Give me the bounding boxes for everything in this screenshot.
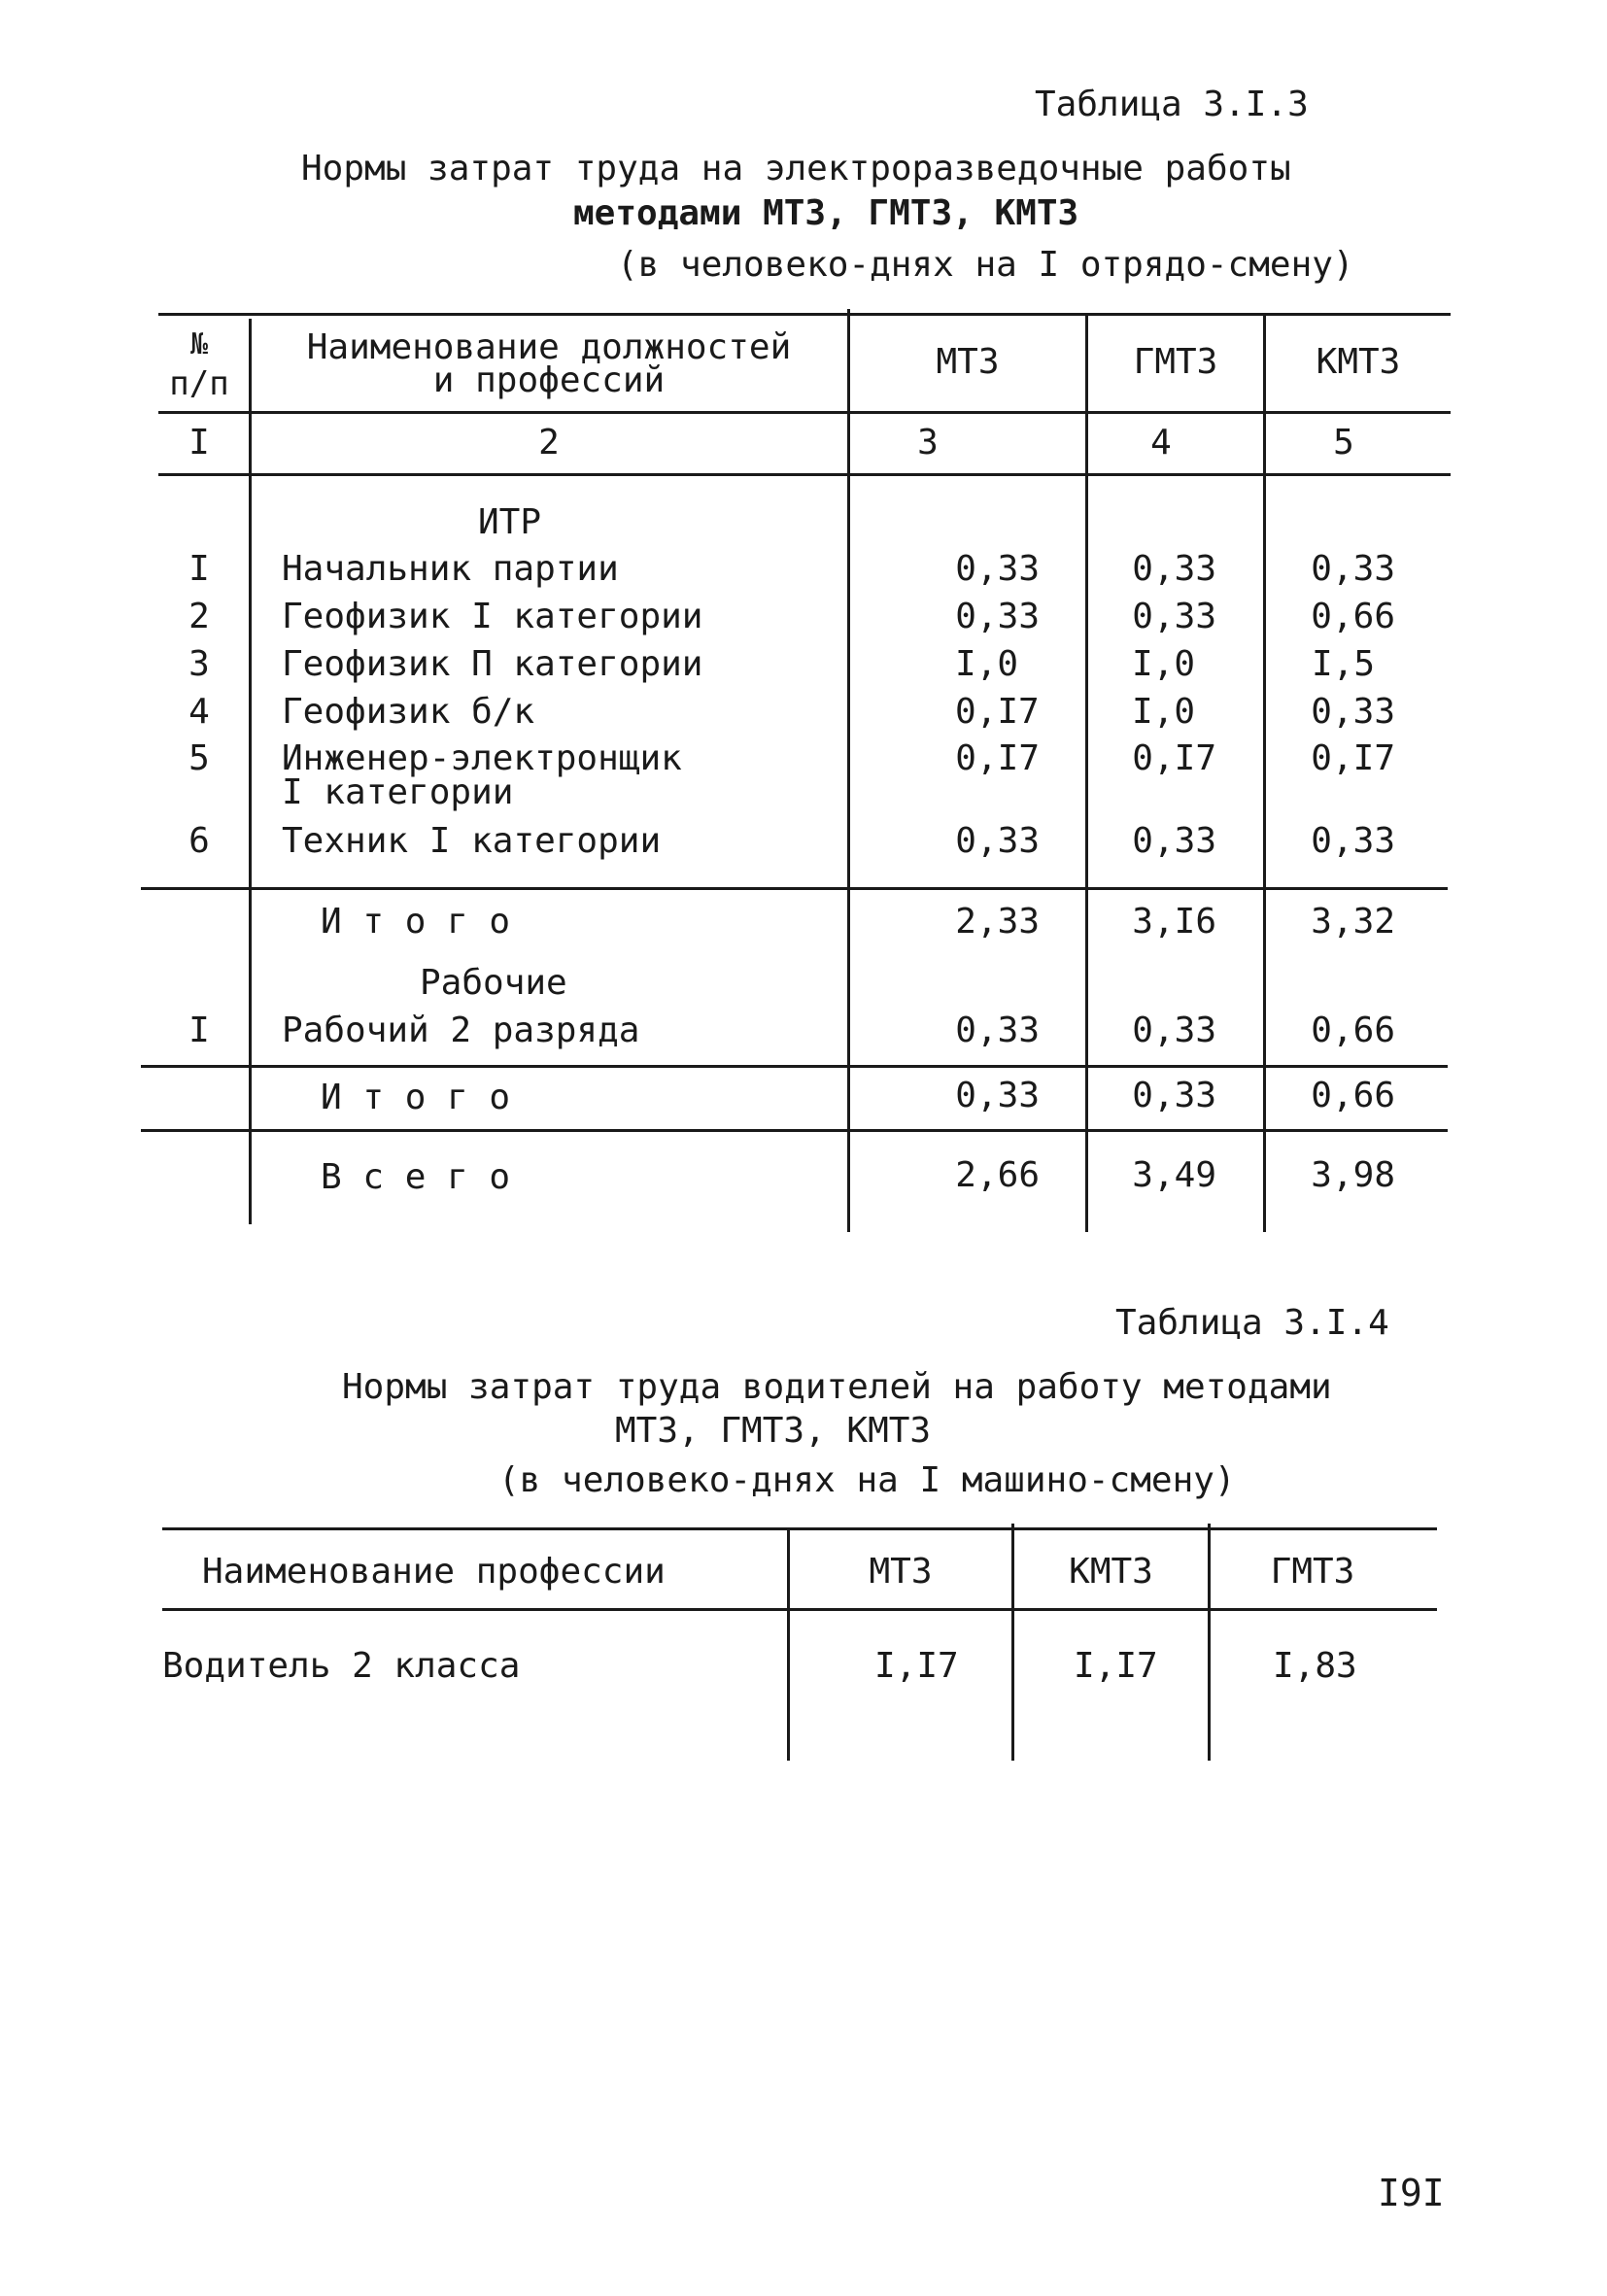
table1-header-rule <box>158 411 1451 414</box>
header-name-line2: и профессий <box>432 360 666 400</box>
table1-workers-rule <box>141 1065 1448 1068</box>
grand-total-label: В с е г о <box>321 1157 511 1197</box>
row-gmtz: 0,33 <box>1132 821 1216 861</box>
col-number-1: I <box>188 423 210 463</box>
header-mtz: МТЗ <box>936 342 1000 382</box>
row-num: 3 <box>188 644 210 684</box>
row-name: Инженер-электронщик <box>282 738 682 778</box>
row-gmtz: 0,33 <box>1132 597 1216 636</box>
itr-total-mtz: 2,33 <box>955 902 1040 942</box>
row-name: Геофизик б/к <box>282 692 535 732</box>
row-name: Геофизик П категории <box>282 644 703 684</box>
table2-header-rule <box>162 1608 1437 1611</box>
table2-title-line2: МТЗ, ГМТЗ, КМТЗ <box>615 1411 932 1451</box>
row-kmtz: 0,33 <box>1311 692 1395 732</box>
header-num-line2: п/п <box>169 364 229 403</box>
table1-numbers-rule <box>158 473 1451 476</box>
table2-caption: Таблица 3.I.4 <box>1115 1303 1389 1343</box>
grand-total-gmtz: 3,49 <box>1132 1155 1216 1195</box>
itr-total-gmtz: 3,I6 <box>1132 902 1216 942</box>
row-mtz: 0,33 <box>955 1011 1040 1050</box>
grand-total-mtz: 2,66 <box>955 1155 1040 1195</box>
table2-top-rule <box>162 1527 1437 1530</box>
table2-header-mtz: МТЗ <box>869 1552 933 1592</box>
table2-header-kmtz: КМТЗ <box>1069 1552 1153 1592</box>
table1-title-line1: Нормы затрат труда на электроразведочные работы <box>301 149 1291 188</box>
row-name: Рабочий 2 разряда <box>282 1011 640 1050</box>
col-number-4: 4 <box>1150 423 1172 463</box>
row-mtz: 0,33 <box>955 597 1040 636</box>
row-gmtz: I,0 <box>1132 644 1196 684</box>
row-num: 5 <box>188 738 210 778</box>
row-name: Геофизик I категории <box>282 597 703 636</box>
itr-total-label: И т о г о <box>321 902 511 942</box>
col-number-5: 5 <box>1333 423 1354 463</box>
row-name: Начальник партии <box>282 549 619 589</box>
table2-header-gmtz: ГМТЗ <box>1270 1552 1355 1592</box>
grand-total-kmtz: 3,98 <box>1311 1155 1395 1195</box>
row-name: Водитель 2 класса <box>162 1646 521 1686</box>
table1-itr-total-rule <box>141 887 1448 890</box>
row-name-cont: I категории <box>282 772 514 812</box>
row-gmtz: I,0 <box>1132 692 1196 732</box>
row-mtz: 0,33 <box>955 549 1040 589</box>
row-mtz: I,0 <box>955 644 1019 684</box>
itr-total-kmtz: 3,32 <box>1311 902 1395 942</box>
workers-total-gmtz: 0,33 <box>1132 1076 1216 1115</box>
row-kmtz: 0,I7 <box>1311 738 1395 778</box>
table2-title-line1: Нормы затрат труда водителей на работу методами <box>342 1367 1332 1407</box>
row-gmtz: 0,33 <box>1132 1011 1216 1050</box>
table2-header-name: Наименование профессии <box>202 1552 666 1592</box>
row-kmtz: I,5 <box>1312 644 1376 684</box>
table1-title-line2: методами МТЗ, ГМТЗ, КМТЗ <box>573 193 1079 233</box>
row-kmtz: 0,33 <box>1311 549 1395 589</box>
table1-col-divider-1 <box>249 319 252 1224</box>
table1-top-rule <box>158 313 1451 316</box>
col-number-3: 3 <box>917 423 939 463</box>
row-gmtz: 0,33 <box>1132 549 1216 589</box>
table1-caption: Таблица 3.I.3 <box>1035 85 1309 124</box>
row-gmtz: I,83 <box>1273 1646 1357 1686</box>
row-kmtz: 0,66 <box>1311 1011 1395 1050</box>
row-kmtz: I,I7 <box>1074 1646 1158 1686</box>
section-itr: ИТР <box>478 502 542 542</box>
row-mtz: 0,33 <box>955 821 1040 861</box>
row-mtz: I,I7 <box>874 1646 959 1686</box>
row-mtz: 0,I7 <box>955 738 1040 778</box>
table1-total-rule <box>141 1129 1448 1132</box>
header-gmtz: ГМТЗ <box>1133 342 1218 382</box>
table1-subtitle: (в человеко-днях на I отрядо-смену) <box>617 245 1354 285</box>
row-kmtz: 0,66 <box>1311 597 1395 636</box>
table2-subtitle: (в человеко-днях на I машино-смену) <box>498 1460 1236 1500</box>
row-num: 4 <box>188 692 210 732</box>
row-gmtz: 0,I7 <box>1132 738 1216 778</box>
col-number-2: 2 <box>538 423 560 463</box>
header-num-line1: № <box>189 327 209 361</box>
section-workers: Рабочие <box>420 963 567 1003</box>
row-num: I <box>188 549 210 589</box>
row-name: Техник I категории <box>282 821 662 861</box>
header-kmtz: КМТЗ <box>1316 342 1401 382</box>
row-num: 6 <box>188 821 210 861</box>
row-num: I <box>188 1011 210 1050</box>
workers-total-kmtz: 0,66 <box>1311 1076 1395 1115</box>
row-kmtz: 0,33 <box>1311 821 1395 861</box>
header-name-line1: Наименование должностей <box>306 327 792 367</box>
workers-total-label: И т о г о <box>321 1078 511 1117</box>
row-mtz: 0,I7 <box>955 692 1040 732</box>
workers-total-mtz: 0,33 <box>955 1076 1040 1115</box>
page-number: I9I <box>1378 2172 1445 2214</box>
row-num: 2 <box>188 597 210 636</box>
